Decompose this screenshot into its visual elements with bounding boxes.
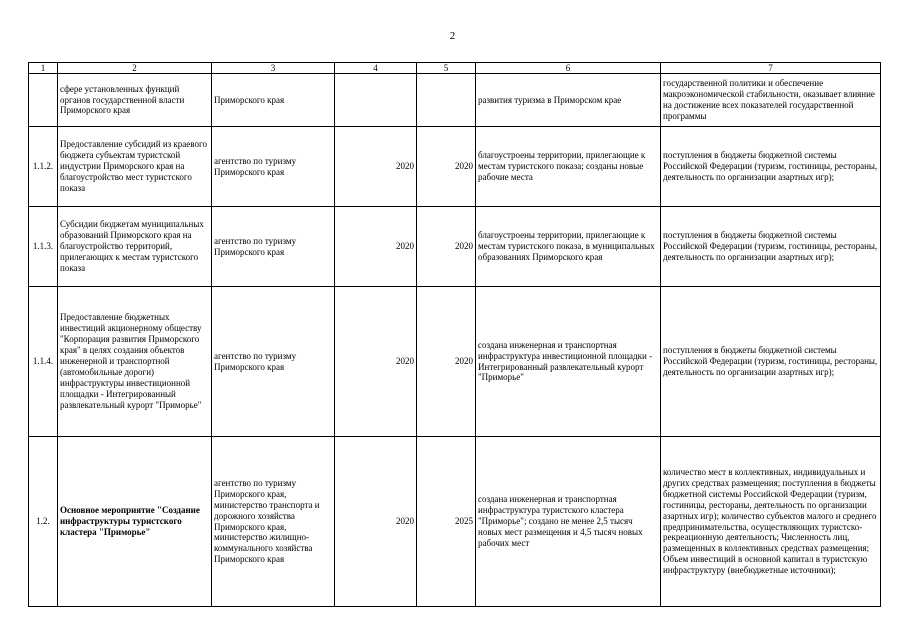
indicators-cell: количество мест в коллективных, индивидуальных и других средствах размещения; поступления в бюджеты бюджетной системы Российской Федерации (туризм, гостиницы, рестораны, деятельность по организации азартных игр); количество субъектов малого и среднего предпринимательства, осуществляющих туристско-рекреационную деятельность; Численность лиц, размещенных в коллективных средствах размещения; Объем инвестиций в основной капитал в туристскую инфраструктуру (внебюджетные источники); (661, 437, 881, 607)
executor-cell: Приморского края (212, 74, 335, 127)
end-year-cell: 2020 (417, 207, 476, 287)
column-number-header: 6 (476, 63, 661, 74)
page-number: 2 (449, 30, 456, 42)
column-number-header: 7 (661, 63, 881, 74)
table-row (29, 437, 881, 607)
column-number-header: 2 (58, 63, 212, 74)
end-year-cell (417, 74, 476, 127)
table-row (29, 207, 881, 287)
end-year-cell: 2020 (417, 287, 476, 437)
start-year-cell: 2020 (335, 287, 417, 437)
column-number-header: 5 (417, 63, 476, 74)
end-year-cell: 2025 (417, 437, 476, 607)
result-cell: создана инженерная и транспортная инфраструктура туристского кластера "Приморье"; создано не менее 2,5 тысяч новых мест размещения и 4,5 тысяч новых рабочих мест (476, 437, 661, 607)
table-header-row (29, 63, 881, 74)
result-cell: благоустроены территории, прилегающие к местам туристского показа, в муниципальных образованиях Приморского края (476, 207, 661, 287)
result-cell: развития туризма в Приморском крае (476, 74, 661, 127)
activity-name-cell: Субсидии бюджетам муниципальных образований Приморского края на благоустройство территорий, прилегающих к местам туристского показа (58, 207, 212, 287)
column-number-header: 1 (29, 63, 58, 74)
row-number-cell: 1.2. (29, 437, 58, 607)
activity-name-cell: сфере установленных функций органов государственной власти Приморского края (58, 74, 212, 127)
table-row (29, 287, 881, 437)
activity-name-cell: Основное мероприятие "Создание инфраструктуры туристского кластера "Приморье" (58, 437, 212, 607)
activity-name-cell: Предоставление субсидий из краевого бюджета субъектам туристской индустрии Приморского края на благоустройство мест туристского показа (58, 127, 212, 207)
result-cell: создана инженерная и транспортная инфраструктура инвестиционной площадки - Интегрированный развлекательный курорт "Приморье" (476, 287, 661, 437)
end-year-cell: 2020 (417, 127, 476, 207)
row-number-cell: 1.1.2. (29, 127, 58, 207)
indicators-cell: поступления в бюджеты бюджетной системы Российской Федерации (туризм, гостиницы, рестораны, деятельность по организации азартных игр); (661, 207, 881, 287)
start-year-cell: 2020 (335, 207, 417, 287)
program-activities-table (28, 62, 881, 607)
executor-cell: агентство по туризму Приморского края, министерство транспорта и дорожного хозяйства Приморского края, министерство жилищно-коммунального хозяйства Приморского края (212, 437, 335, 607)
start-year-cell (335, 74, 417, 127)
indicators-cell: поступления в бюджеты бюджетной системы Российской Федерации (туризм, гостиницы, рестораны, деятельность по организации азартных игр); (661, 127, 881, 207)
row-number-cell: 1.1.4. (29, 287, 58, 437)
result-cell: благоустроены территории, прилегающие к местам туристского показа; созданы новые рабочие места (476, 127, 661, 207)
indicators-cell: государственной политики и обеспечение макроэкономической стабильности, оказывает влияние на достижение всех показателей государственной программы (661, 74, 881, 127)
column-number-header: 3 (212, 63, 335, 74)
indicators-cell: поступления в бюджеты бюджетной системы Российской Федерации (туризм, гостиницы, рестораны, деятельность по организации азартных игр); (661, 287, 881, 437)
executor-cell: агентство по туризму Приморского края (212, 207, 335, 287)
table-row (29, 74, 881, 127)
executor-cell: агентство по туризму Приморского края (212, 287, 335, 437)
executor-cell: агентство по туризму Приморского края (212, 127, 335, 207)
row-number-cell (29, 74, 58, 127)
table-row (29, 127, 881, 207)
start-year-cell: 2020 (335, 437, 417, 607)
start-year-cell: 2020 (335, 127, 417, 207)
activity-name-cell: Предоставление бюджетных инвестиций акционерному обществу "Корпорация развития Приморского края" в целях создания объектов инженерной и транспортной (автомобильные дороги) инфраструктуры инвестиционной площадки - Интегрированный развлекательный курорт "Приморье" (58, 287, 212, 437)
row-number-cell: 1.1.3. (29, 207, 58, 287)
column-number-header: 4 (335, 63, 417, 74)
